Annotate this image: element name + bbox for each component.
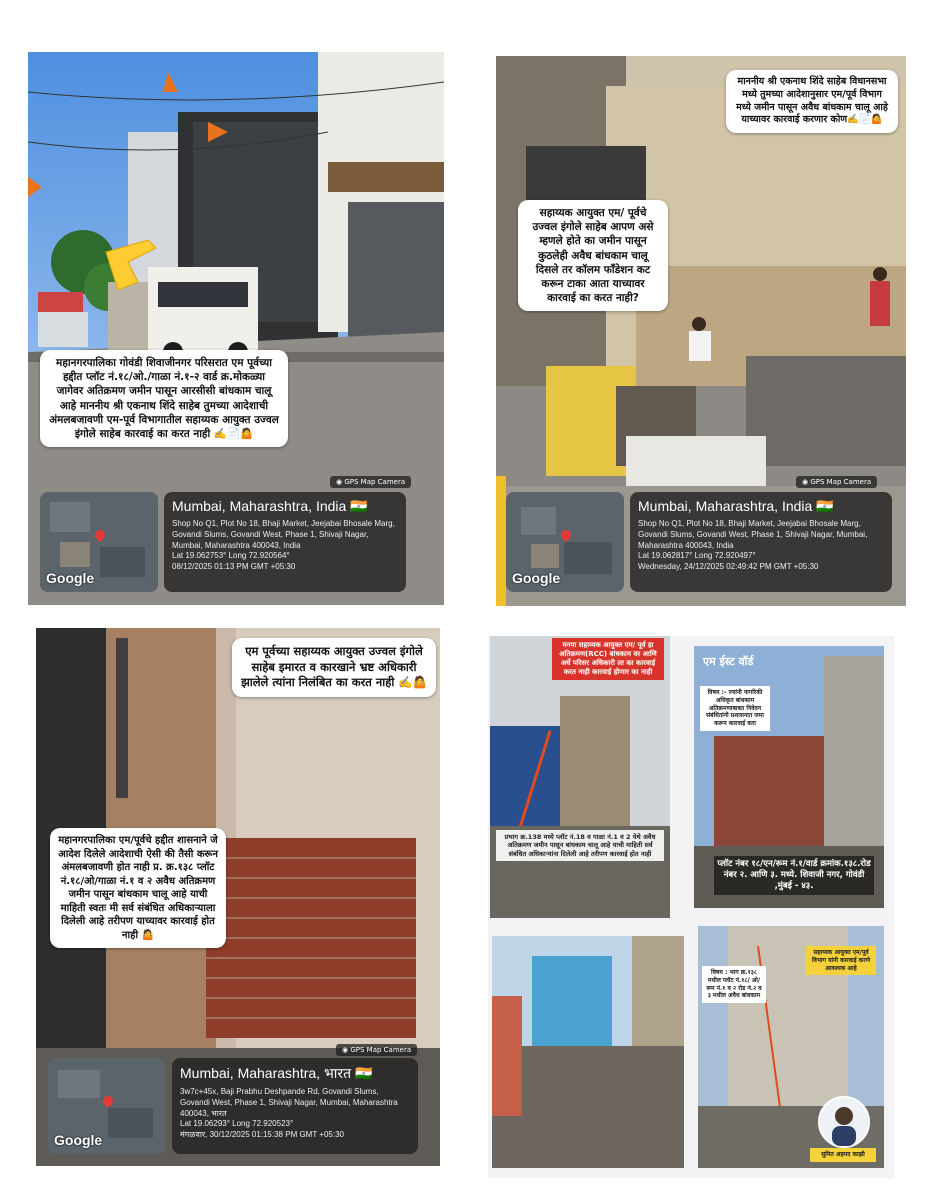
name-card: सुमित अहमद काझी [810, 1148, 876, 1162]
gps-coords: Lat 19.062753° Long 72.920564° [172, 551, 290, 561]
gps-map-thumbnail [48, 1058, 166, 1154]
collage-photo-blue-tarp [490, 636, 670, 918]
avatar [818, 1096, 870, 1148]
gps-info [172, 1058, 418, 1154]
collage-photo-street [492, 936, 684, 1168]
gps-datetime: मंगळवार, 30/12/2025 01:15:38 PM GMT +05:30 [180, 1130, 344, 1140]
gps-location: Mumbai, Maharashtra, India 🇮🇳 [172, 498, 368, 514]
photo-panel-3 [36, 628, 440, 1166]
gps-map-thumbnail [40, 492, 158, 592]
red-note: मनपा सहाय्यक आयुक्त एम/ पूर्व हा अतिक्रमण(RCC) बांधकाम वर आणि अर्धे परिसर अधिकारी ला का कारवाई करत नाही कारवाई होणार का नाही [552, 638, 664, 680]
gps-datetime: Wednesday, 24/12/2025 02:49:42 PM GMT +05:30 [638, 562, 819, 572]
gps-map-thumbnail [506, 492, 624, 592]
left-note: विषय : भाग क्र.१३८ मधील प्लॉट नं.१८/ ओ/ रूम नं.१ व २ रोड नं.२ व ३ मधील अवैध बांधकाम [702, 966, 766, 1003]
photo-panel-2 [496, 56, 906, 606]
caption-bubble: महानगरपालिका गोवंडी शिवाजीनगर परिसरात एम पूर्वच्या हद्दीत प्लॉट नं.१८/ओ./गाळा नं.१-२ वार्ड क्र.मोकळ्या जागेवर अतिक्रमण जमीन पासून आरसीसी बांधकाम चालू आहे माननीय श्री एकनाथ शिंदे साहेब तुमच्या आदेशाची अंमलबजावणी एम-पूर्व विभागातील सहाय्यक आयुक्त उज्वल इंगोले साहेब कारवाई का करत नाही ✍️📄🤷 [40, 350, 288, 447]
gps-info [630, 492, 892, 592]
ward-label: एम ईस्ट वॉर्ड [703, 655, 754, 668]
caption-top-bubble: माननीय श्री एकनाथ शिंदे साहेब विधानसभा मध्ये तुमच्या आदेशानुसार एम/पूर्व विभाग मध्ये जमीन पासून अवैध बांधकाम चालू आहे याच्यावर कारवाई करणार कोण✍️📄🤷 [726, 70, 898, 133]
gps-location: Mumbai, Maharashtra, भारत 🇮🇳 [180, 1065, 373, 1081]
collage-photo-building [698, 926, 884, 1168]
gps-address: 3w7c+45x, Baji Prabhu Deshpande Rd, Govandi Slums, Govandi West, Phase 1, Shivaji Nagar, Mumbai, Maharashtra 400043, भारत [180, 1087, 398, 1118]
google-logo: Google [512, 570, 561, 586]
camera-icon: ◉ [342, 1046, 351, 1054]
plot-caption: प्लॉट नंबर १८/एन/रूम नं.१/वार्ड क्रमांक.१३८.रोड नंबर २. आणि ३. मध्ये. शिवाजी नगर, गोवंडी ,मुंबई - ४३. [714, 856, 874, 895]
camera-icon: ◉ [336, 478, 345, 486]
google-logo: Google [54, 1132, 103, 1148]
caption-mid-bubble: महानगरपालिका एम/पूर्वचे हद्दीत शासनाने जे आदेश दिलेले आदेशाची ऐसी की तैसी करून अंमलबजावणी होत नाही प्र. क्र.१३८ प्लॉट नं.१८/ओ/गाळा नं.१ व २ अवैध अतिक्रमण जमीन पासून बांधकाम चालू आहे याची माहिती स्वतः मी सर्व संबंधित अधिकाऱ्याला दिलेली आहे तरीपण याच्यावर कारवाई होत नाही 🤷 [50, 828, 226, 948]
photo-panel-1 [28, 52, 444, 605]
gps-info [164, 492, 406, 592]
camera-icon: ◉ [802, 478, 811, 486]
street-photo-2 [492, 936, 684, 1168]
collage-panel-4 [488, 636, 894, 1178]
caption-mid-bubble: सहाय्यक आयुक्त एम/ पूर्वचे उज्वल इंगोले साहेब आपण असे म्हणले होते का जमीन पासून कुठलेही अवैध बांधकाम चालू दिसले तर कॉलम फॉंडेशन कट करून टाका आता याच्यावर कारवाई का करत नाही? [518, 200, 668, 311]
gps-address: Shop No Q1, Plot No 18, Bhaji Market, Jeejabai Bhosale Marg, Govandi Slums, Govandi West, Phase 1, Shivaji Nagar, Mumbai, Maharashtra 400043, India [172, 519, 395, 550]
collage-photo-ward [694, 646, 884, 908]
gps-address: Shop No Q1, Plot No 18, Bhaji Market, Jeejabai Bhosale Marg, Govandi Slums, Govandi West, Phase 1, Shivaji Nagar, Mumbai, Maharashtra 400043, India [638, 519, 868, 550]
gps-map-camera-tag: ◉ GPS Map Camera [330, 476, 411, 488]
white-note: प्रभाग क्र.138 मध्ये प्लॉट नं.18 व गाळा नं.1 व 2 येथे अवैध अतिक्रमण जमीन पासून बांधकाम चालू आहे याची माहिती सर्व संबंधित अधिकाऱ्यांना दिलेली आहे तरीपण कारवाई होत नाही [496, 830, 664, 861]
caption-top-bubble: एम पूर्वच्या सहाय्यक आयुक्त उज्वल इंगोले साहेब इमारत व कारखाने भ्रष्ट अधिकारी झालेले त्यांना निलंबित का करत नाही ✍️🤷 [232, 638, 436, 697]
person-icon [820, 1098, 868, 1146]
gps-stamp [506, 492, 892, 592]
gps-location: Mumbai, Maharashtra, India 🇮🇳 [638, 498, 834, 514]
gps-datetime: 08/12/2025 01:13 PM GMT +05:30 [172, 562, 296, 572]
gps-map-camera-tag: ◉ GPS Map Camera [336, 1044, 417, 1056]
ward-note: विषय :- ज्यांनी नागरिकी अधिकृत बांधकाम अतिक्रमणाबाबत निवेदन संबंधितांनी प्रशासनात जमा करून कारवाई करा [700, 686, 770, 731]
google-logo: Google [46, 570, 95, 586]
gps-map-camera-tag: ◉ GPS Map Camera [796, 476, 877, 488]
yellow-note: सहाय्यक आयुक्त एम/पूर्व विभाग यांनी कारवाई करणे आवश्यक आहे [806, 946, 876, 975]
gps-coords: Lat 19.062817° Long 72.920497° [638, 551, 756, 561]
gps-coords: Lat 19.06293° Long 72.920523° [180, 1119, 294, 1129]
gps-stamp [48, 1058, 418, 1154]
gps-stamp [40, 492, 406, 592]
